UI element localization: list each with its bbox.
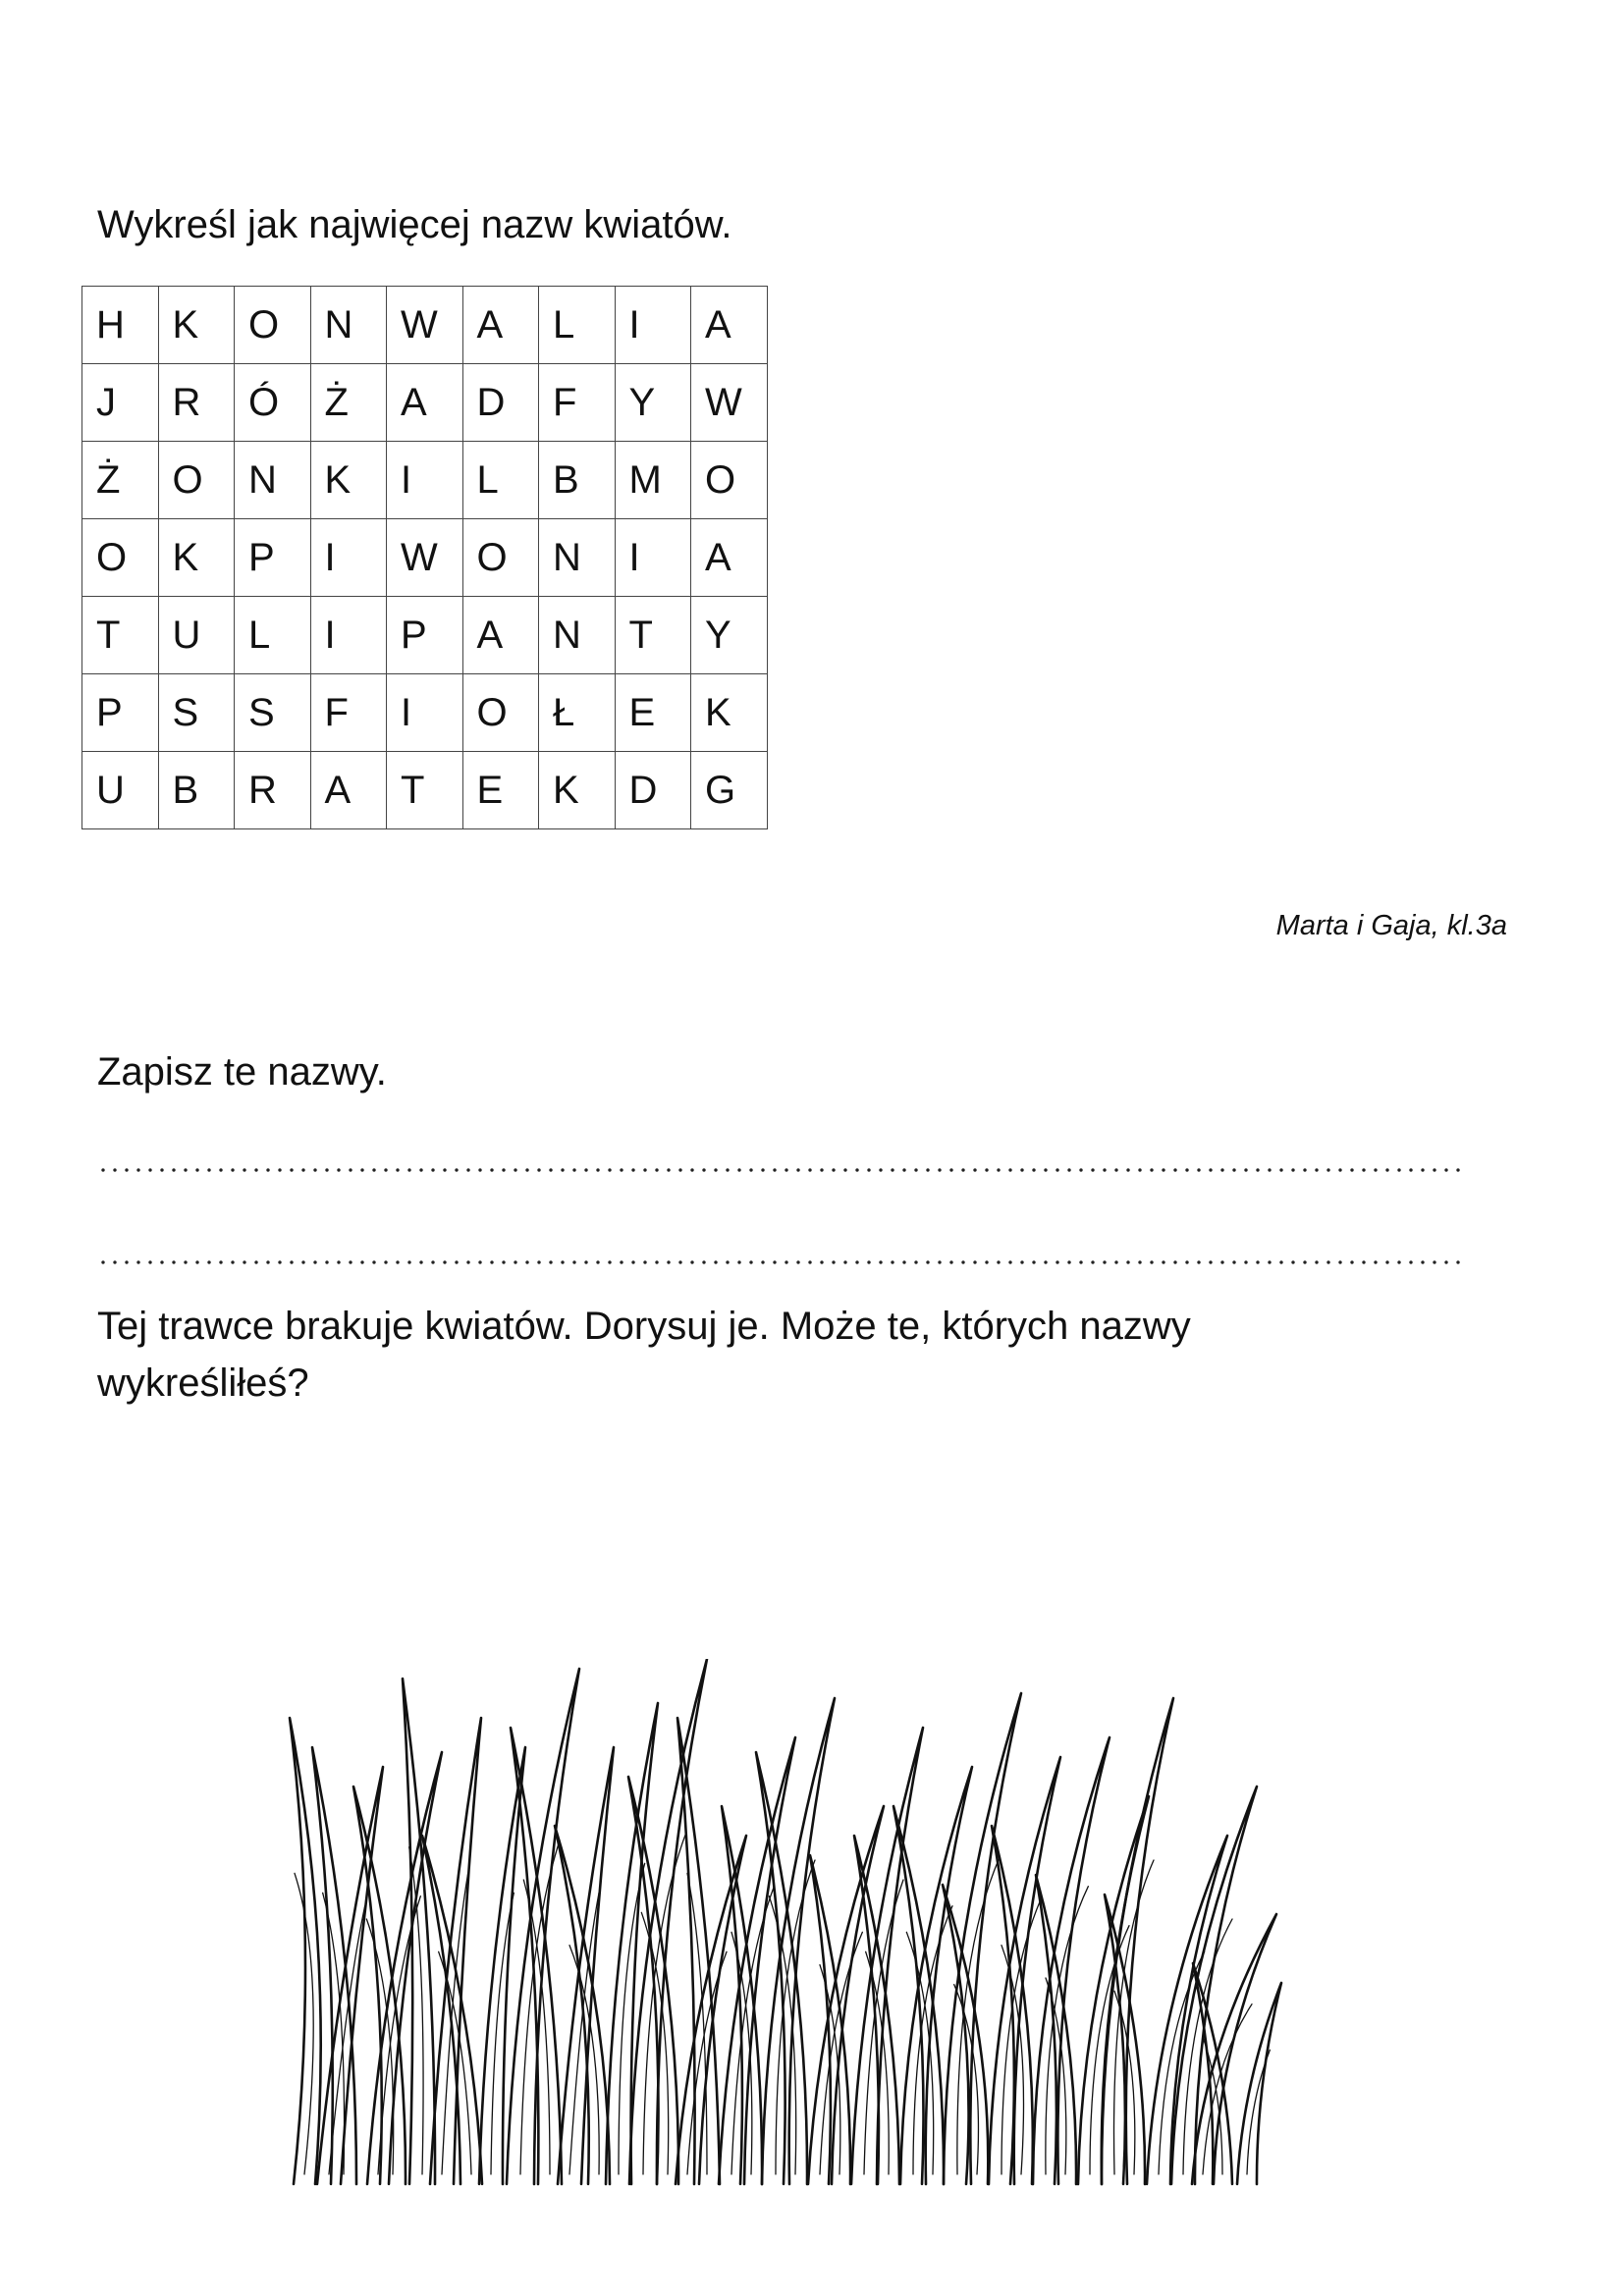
grass-blade-vein [1183, 1919, 1232, 2174]
grid-cell[interactable]: D [462, 364, 539, 442]
grid-cell[interactable]: A [462, 597, 539, 674]
grass-blade-vein [641, 1912, 668, 2174]
grid-cell[interactable]: F [310, 674, 387, 752]
grid-cell[interactable]: K [691, 674, 768, 752]
grid-cell[interactable]: I [615, 519, 691, 597]
grid-cell[interactable]: T [387, 752, 463, 829]
grass-blade [808, 1806, 884, 2184]
grid-cell[interactable]: N [539, 519, 616, 597]
grid-cell[interactable]: N [539, 597, 616, 674]
grass-blade [1147, 1836, 1227, 2184]
grid-cell[interactable]: I [387, 674, 463, 752]
grid-row [82, 519, 768, 597]
grid-cell[interactable]: L [235, 597, 311, 674]
grid-cell[interactable]: D [615, 752, 691, 829]
grid-row [82, 752, 768, 829]
grid-row [82, 442, 768, 519]
grid-cell[interactable]: P [82, 674, 159, 752]
grid-cell[interactable]: Ó [235, 364, 311, 442]
grid-cell[interactable]: O [158, 442, 235, 519]
grid-row [82, 364, 768, 442]
grid-cell[interactable]: I [615, 287, 691, 364]
grid-cell[interactable]: A [462, 287, 539, 364]
grid-cell[interactable]: Y [615, 364, 691, 442]
grass-blade [430, 1718, 481, 2184]
grass-blade [900, 1767, 972, 2184]
grid-cell[interactable]: L [539, 287, 616, 364]
grid-cell[interactable]: H [82, 287, 159, 364]
grid-cell[interactable]: W [691, 364, 768, 442]
draw-instruction: Tej trawce brakuje kwiatów. Dorysuj je. Może te, których nazwy wykreśliłeś? [97, 1305, 1191, 1405]
grid-cell[interactable]: B [539, 442, 616, 519]
grid-cell[interactable]: N [310, 287, 387, 364]
grass-blade-vein [820, 1932, 862, 2174]
grid-cell[interactable]: J [82, 364, 159, 442]
grid-cell[interactable]: A [387, 364, 463, 442]
grid-cell[interactable]: I [387, 442, 463, 519]
grid-cell[interactable]: O [82, 519, 159, 597]
grid-cell[interactable]: O [462, 519, 539, 597]
author-credit: Marta i Gaja, kl.3a [1275, 910, 1507, 941]
grass-blade [558, 1747, 614, 2184]
grid-cell[interactable]: E [462, 752, 539, 829]
grass-blade-vein [913, 1906, 952, 2174]
grid-cell[interactable]: G [691, 752, 768, 829]
grid-cell[interactable]: T [82, 597, 159, 674]
grid-row [82, 287, 768, 364]
grid-cell[interactable]: N [235, 442, 311, 519]
grid-cell[interactable]: A [691, 519, 768, 597]
grid-cell[interactable]: M [615, 442, 691, 519]
grass-blade [851, 1728, 923, 2184]
grid-row [82, 597, 768, 674]
grid-cell[interactable]: S [158, 674, 235, 752]
grid-cell[interactable]: K [158, 287, 235, 364]
grid-cell[interactable]: W [387, 287, 463, 364]
grid-cell[interactable]: T [615, 597, 691, 674]
grid-cell[interactable]: W [387, 519, 463, 597]
grid-cell[interactable]: P [235, 519, 311, 597]
grid-cell[interactable]: R [158, 364, 235, 442]
grass-blade [1033, 1737, 1110, 2184]
grid-cell[interactable]: I [310, 519, 387, 597]
grass-blade [628, 1777, 678, 2184]
grass-blade [353, 1787, 406, 2184]
grid-cell[interactable]: O [235, 287, 311, 364]
grass-illustration[interactable] [285, 1659, 1286, 2209]
grid-cell[interactable]: Y [691, 597, 768, 674]
grid-cell[interactable]: O [691, 442, 768, 519]
grass-blade-vein [643, 1834, 685, 2174]
grid-cell[interactable]: P [387, 597, 463, 674]
grass-blade [1192, 1914, 1276, 2184]
grid-cell[interactable]: A [310, 752, 387, 829]
grid-cell[interactable]: U [82, 752, 159, 829]
grid-cell[interactable]: E [615, 674, 691, 752]
grid-cell[interactable]: O [462, 674, 539, 752]
grid-cell[interactable]: U [158, 597, 235, 674]
grid-cell[interactable]: L [462, 442, 539, 519]
grid-cell[interactable]: Ż [310, 364, 387, 442]
grid-cell[interactable]: Ł [539, 674, 616, 752]
instruction-title: Wykreśl jak najwięcej nazw kwiatów. [97, 203, 732, 246]
grid-cell[interactable]: I [310, 597, 387, 674]
grid-cell[interactable]: R [235, 752, 311, 829]
grid-cell[interactable]: S [235, 674, 311, 752]
grid-cell[interactable]: F [539, 364, 616, 442]
grid-cell[interactable]: B [158, 752, 235, 829]
grid-cell[interactable]: K [310, 442, 387, 519]
grid-cell[interactable]: A [691, 287, 768, 364]
grid-cell[interactable]: K [158, 519, 235, 597]
answer-line-1[interactable] [97, 1164, 1462, 1174]
word-search-grid [81, 286, 768, 829]
grass-blade-vein [776, 1860, 815, 2174]
grid-cell[interactable]: Ż [82, 442, 159, 519]
grass-blade [1105, 1895, 1145, 2184]
grid-row [82, 674, 768, 752]
grass-blade [944, 1693, 1021, 2184]
answer-line-2[interactable] [97, 1256, 1462, 1266]
grid-cell[interactable]: K [539, 752, 616, 829]
write-instruction: Zapisz te nazwy. [97, 1050, 387, 1094]
